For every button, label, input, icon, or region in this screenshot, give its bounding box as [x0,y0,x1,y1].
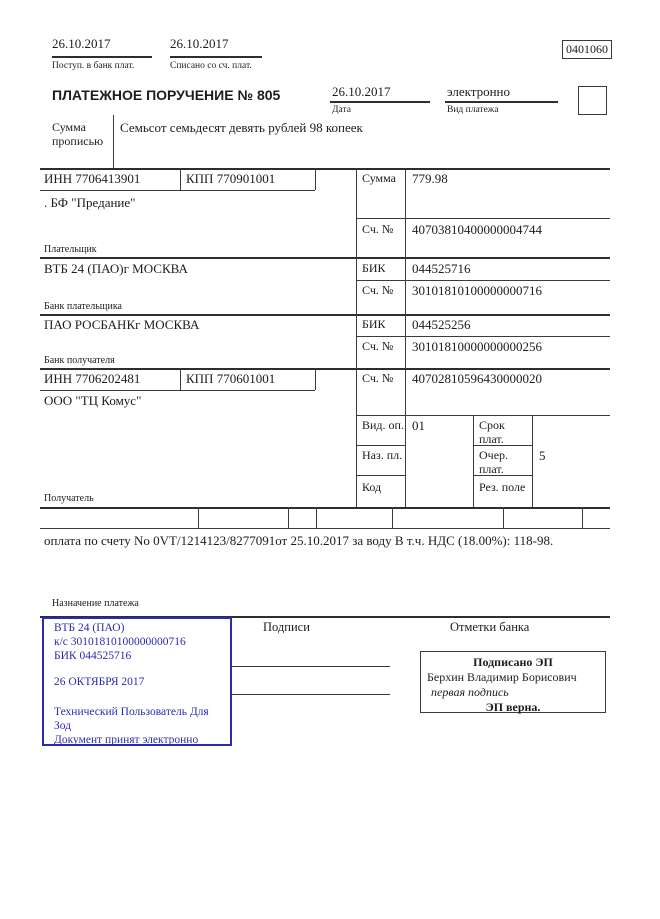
divider-line [40,528,610,529]
payee-account-value: 40702810596430000020 [412,371,542,386]
amount-words-label: Сумма прописью [52,120,104,148]
sum-value: 779.98 [412,171,448,186]
payee-bank-account-label: Сч. № [362,339,394,353]
sign-stamp-box [420,651,606,713]
payer-inn: ИНН 7706413901 [44,171,141,186]
divider-line [40,507,610,509]
divider-line [392,507,393,528]
payer-bank-label: Банк плательщика [44,301,122,312]
op-term-label: Срок плат. [479,418,505,446]
divider-line [113,115,114,168]
payer-bank-account-value: 30101810100000000716 [412,283,542,298]
divider-line [40,257,610,259]
divider-line [40,168,610,170]
divider-line [288,507,289,528]
received-date-label: Поступ. в банк плат. [52,61,135,71]
debited-date-label: Списано со сч. плат. [170,61,252,71]
payer-kpp: КПП 770901001 [186,171,276,186]
payment-kind-value: электронно [447,84,511,99]
payer-bank-name: ВТБ 24 (ПАО)г МОСКВА [44,261,188,276]
divider-line [40,368,610,370]
signatures-label: Подписи [263,620,310,634]
bank-stamp-line: Документ принят электронно [54,734,199,746]
op-type-label: Вид. оп. [362,418,404,432]
signature-line [232,694,390,695]
divider-line [40,314,610,316]
divider-line [356,415,610,416]
doc-title: ПЛАТЕЖНОЕ ПОРУЧЕНИЕ № 805 [52,87,281,103]
amount-words-value: Семьсот семьдесят девять рублей 98 копеек [120,120,363,135]
received-date-value: 26.10.2017 [52,36,111,51]
payee-bank-bik-label: БИК [362,317,386,331]
purpose-text: оплата по счету No 0VT/1214123/8277091от 25.10.2017 за воду В т.ч. НДС (18.00%): 118-98. [44,533,554,548]
payer-bank-account-label: Сч. № [362,283,394,297]
payee-kpp: КПП 770601001 [186,371,276,386]
payer-name: . БФ "Предание" [44,195,136,210]
divider-line [503,507,504,528]
payment-kind-checkbox [578,86,607,115]
payee-bank-label: Банк получателя [44,355,115,366]
form-code-box [562,40,612,59]
divider-line [316,507,317,528]
bank-stamp-line: ВТБ 24 (ПАО) [54,622,125,634]
op-order-label: Очер. плат. [479,448,509,476]
payer-account-label: Сч. № [362,222,394,236]
op-res-label: Рез. поле [479,480,526,494]
form-code: 0401060 [566,42,608,56]
op-type-value: 01 [412,418,425,433]
divider-line [52,56,152,58]
bank-stamp-line: Зод [54,720,72,732]
divider-line [356,168,357,507]
payee-bank-account-value: 30101810000000000256 [412,339,542,354]
bank-stamp-line: 26 ОКТЯБРЯ 2017 [54,676,145,688]
sign-stamp-title: Подписано ЭП [473,655,553,669]
divider-line [330,101,430,103]
doc-date-value: 26.10.2017 [332,84,391,99]
bank-stamp-line: к/с 30101810100000000716 [54,636,186,648]
op-naz-label: Наз. пл. [362,448,403,462]
bank-marks-label: Отметки банка [450,620,530,634]
sign-stamp-verdict: ЭП верна. [485,700,541,714]
divider-line [40,390,315,391]
debited-date-value: 26.10.2017 [170,36,229,51]
divider-line [532,415,533,507]
purpose-label: Назначение платежа [52,598,139,609]
divider-line [356,475,405,476]
payer-bank-bik-label: БИК [362,261,386,275]
divider-line [356,336,610,337]
divider-line [180,368,181,390]
divider-line [180,168,181,190]
divider-line [582,507,583,528]
payer-label: Плательщик [44,244,97,255]
payee-label: Получатель [44,493,94,504]
divider-line [405,168,406,507]
payee-bank-bik-value: 044525256 [412,317,471,332]
divider-line [40,190,315,191]
op-order-value: 5 [539,448,546,463]
divider-line [356,280,610,281]
divider-line [356,445,405,446]
payee-name: ООО "ТЦ Комус" [44,393,142,408]
payment-kind-label: Вид платежа [447,105,499,115]
signature-line [232,666,390,667]
sign-stamp-note: первая подпись [431,685,509,699]
payer-account-value: 40703810400000004744 [412,222,542,237]
divider-line [356,218,610,219]
sign-stamp-name: Берхин Владимир Борисович [427,670,577,684]
divider-line [315,168,316,190]
doc-date-label: Дата [332,105,351,115]
payee-account-label: Сч. № [362,371,394,385]
payee-inn: ИНН 7706202481 [44,371,141,386]
divider-line [473,415,474,507]
payee-bank-name: ПАО РОСБАНКг МОСКВА [44,317,200,332]
divider-line [445,101,558,103]
bank-stamp-line: БИК 044525716 [54,650,132,662]
divider-line [198,507,199,528]
divider-line [170,56,262,58]
payer-bank-bik-value: 044525716 [412,261,471,276]
bank-stamp-line: Технический Пользователь Для [54,706,209,718]
divider-line [315,368,316,390]
sum-label: Сумма [362,171,396,185]
op-code-label: Код [362,480,382,494]
